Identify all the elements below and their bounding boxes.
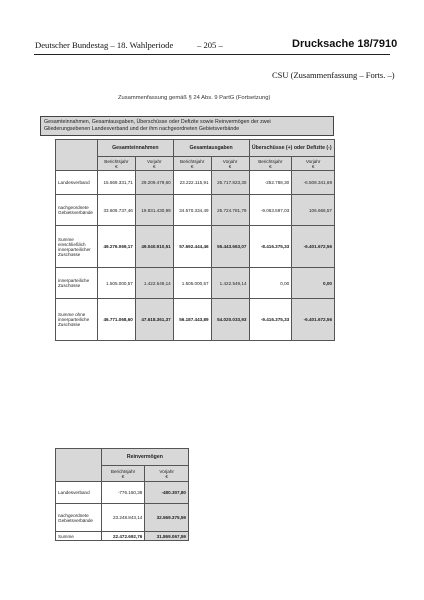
income-expense-table (55, 139, 335, 341)
value-cell: 19.831.430,99 (135, 195, 173, 226)
table-row (56, 226, 335, 268)
table-row (56, 299, 335, 341)
subheader-cell: Vorjahr € (135, 157, 173, 171)
group-header-income: Gesamteinnahmen (97, 140, 173, 157)
subheader-row (56, 157, 335, 171)
group-header-net-assets: Reinvermögen (101, 449, 188, 466)
table-row (56, 195, 335, 226)
row-label: Summe ohne innerparteiliche Zuschüsse (56, 299, 98, 341)
value-cell: 32.569.375,59 (145, 504, 189, 532)
value-cell: 25.717.823,30 (211, 171, 249, 195)
value-cell: 55.443.663,07 (211, 226, 249, 268)
value-cell: 47.618.361,37 (135, 299, 173, 341)
value-cell: 29.209.479,60 (135, 171, 173, 195)
group-header-expenses: Gesamtausgaben (173, 140, 249, 157)
row-label: Landesverband (56, 482, 102, 504)
value-cell: 22.472.692,76 (101, 532, 145, 541)
value-cell: 1.422.549,14 (211, 268, 249, 299)
value-cell: 1.505.000,57 (97, 268, 135, 299)
value-cell: 34.570.334,49 (173, 195, 211, 226)
subheader-cell: Vorjahr € (292, 157, 335, 171)
net-assets-table (55, 448, 189, 541)
subheader-cell: Vorjahr € (211, 157, 249, 171)
header-left: Deutscher Bundestag – 18. Wahlperiode (35, 40, 174, 50)
value-cell: -480.307,80 (145, 482, 189, 504)
subheader-cell: Berichtsjahr € (249, 157, 292, 171)
subheader-cell: Berichtsjahr € (97, 157, 135, 171)
corner-cell (56, 449, 102, 482)
page-number: – 205 – (197, 40, 223, 50)
subheader-cell: Berichtsjahr € (101, 466, 145, 482)
table-row (56, 482, 189, 504)
group-header-surplus: Überschüsse (+) oder Defizite (-) (249, 140, 335, 157)
row-label: Summe einschließlich innerparteilicher Zuschüsse (56, 226, 98, 268)
summary-line-2: Gliederungsebenen Landesverband und der ihm nachgeordneten Gebietsverbände (44, 125, 240, 132)
value-cell: 0,00 (249, 268, 292, 299)
value-cell: -6.508.341,69 (292, 171, 335, 195)
value-cell: 23.222.115,91 (173, 171, 211, 195)
value-cell: 56.187.443,89 (173, 299, 211, 341)
value-cell: -8.416.375,33 (249, 226, 292, 268)
table-row (56, 171, 335, 195)
value-cell: 33.606.737,46 (97, 195, 135, 226)
summary-line-1: Gesamteinnahmen, Gesamtausgaben, Überschüsse oder Defizite sowie Reinvermögen der zwei (44, 119, 271, 125)
header-rule (34, 54, 390, 55)
party-line: CSU (Zusammenfassung – Forts. –) (272, 70, 395, 80)
value-cell: -776.150,38 (101, 482, 145, 504)
table-row (56, 504, 189, 532)
value-cell: 46.771.068,60 (97, 299, 135, 341)
subheader-cell: Vorjahr € (145, 466, 189, 482)
row-label: Landesverband (56, 171, 98, 195)
value-cell: -9.416.375,33 (249, 299, 292, 341)
value-cell: 49.040.910,51 (135, 226, 173, 268)
value-cell: 25.724.781,79 (211, 195, 249, 226)
value-cell: 1.422.549,14 (135, 268, 173, 299)
value-cell: -6.401.672,56 (292, 226, 335, 268)
value-cell: 0,00 (292, 268, 335, 299)
table-row (56, 532, 189, 541)
row-label: innerparteiliche Zuschüsse (56, 268, 98, 299)
value-cell: 57.692.444,46 (173, 226, 211, 268)
row-label: nachgeordnete Gebietsverbände (56, 504, 102, 532)
value-cell: -9.063.597,03 (249, 195, 292, 226)
row-label: Summe (56, 532, 102, 541)
summary-text (41, 117, 333, 134)
value-cell: 106.666,57 (292, 195, 335, 226)
value-cell: 49.276.069,17 (97, 226, 135, 268)
value-cell: 31.869.067,59 (145, 532, 189, 541)
value-cell: 1.505.000,57 (173, 268, 211, 299)
summary-box (40, 116, 334, 136)
subtitle: Zusammenfassung gemäß § 24 Abs. 9 PartG (Fortsetzung) (118, 95, 271, 101)
value-cell: 54.020.033,93 (211, 299, 249, 341)
document-number: Drucksache 18/7910 (292, 38, 398, 50)
table-row (56, 268, 335, 299)
row-label: nachgeordnete Gebietsverbände (56, 195, 98, 226)
subheader-cell: Berichtsjahr € (173, 157, 211, 171)
value-cell: 23.248.843,14 (101, 504, 145, 532)
value-cell: 15.669.331,71 (97, 171, 135, 195)
value-cell: -252.788,30 (249, 171, 292, 195)
corner-cell (56, 140, 98, 171)
value-cell: -6.401.672,56 (292, 299, 335, 341)
